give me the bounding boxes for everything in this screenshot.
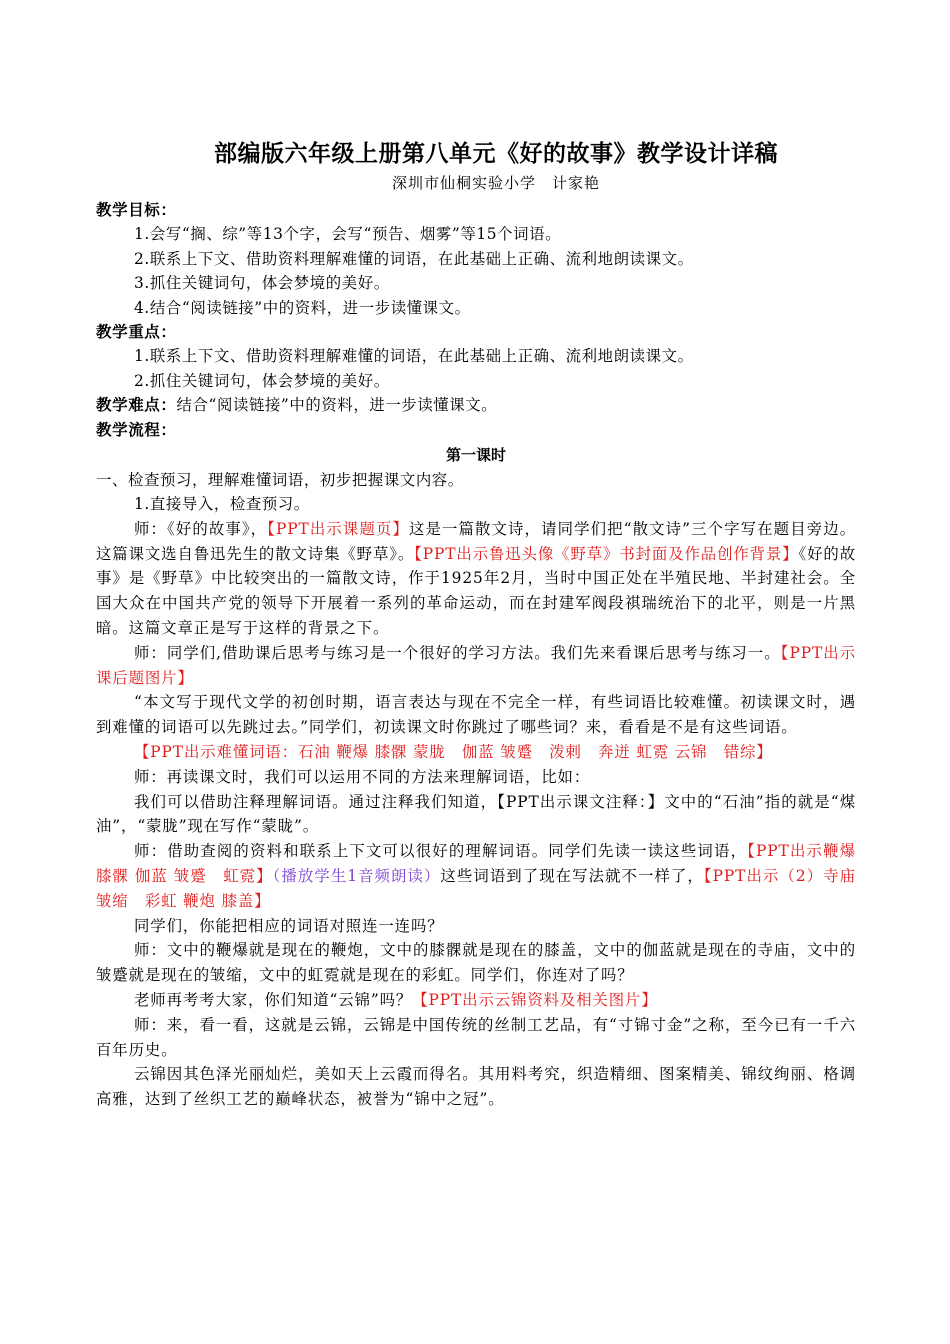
text-span: 师：借助查阅的资料和联系上下文可以很好的理解词语。同学们先读一读这些词语， xyxy=(134,842,748,861)
ppt-cue: 【PPT出示云锦资料及相关图片】 xyxy=(412,991,658,1010)
objective-item: 1.会写“搁、综”等13个字，会写“预告、烟雾”等15个词语。 xyxy=(134,225,562,244)
paragraph-match: 同学们，你能把相应的词语对照连一连吗？ xyxy=(134,916,444,935)
ppt-cue: 【PPT出示课后题图片】 xyxy=(96,643,856,687)
ppt-cue: 【PPT出示（2）寺庙 皱缩 彩虹 鞭炮 膝盖】 xyxy=(96,867,856,910)
paragraph-yunjin-question xyxy=(96,988,856,1013)
paragraph-explain: 师：文中的鞭爆就是现在的鞭炮，文中的膝髁就是现在的膝盖，文中的伽蓝就是现在的寺庙，文中的皱蹙就是现在的皱缩，文中的虹霓就是现在的彩虹。同学们，你连对了吗？ xyxy=(96,941,856,985)
objective-item: 4.结合“阅读链接”中的资料，进一步读懂课文。 xyxy=(134,298,471,317)
key-points-heading: 教学重点： xyxy=(96,323,177,342)
lesson-title: 第一课时 xyxy=(445,446,506,465)
objectives-heading: 教学目标： xyxy=(96,201,177,219)
ppt-cue: 【PPT出示课题页】 xyxy=(267,519,409,538)
text-span: 这是一篇散文诗，请同学们把“散文诗”三个字写在题目旁边。这篇课文选自鲁迅先生的散文诗集《野草》。 xyxy=(96,519,857,563)
audio-cue: （播放学生1音频朗读） xyxy=(272,867,441,886)
difficulty-heading: 教学难点： xyxy=(96,396,177,415)
paragraph-yunjin-intro: 师：来，看一看，这就是云锦，云锦是中国传统的丝制工艺品，有“寸锦寸金”之称，至今已有一千六百年历史。 xyxy=(96,1015,856,1059)
paragraph-words xyxy=(96,839,856,913)
document-title: 部编版六年级上册第八单元《好的故事》教学设计详稿 xyxy=(214,141,778,167)
objective-item: 2.联系上下文、借助资料理解难懂的词语，在此基础上正确、流利地朗读课文。 xyxy=(134,249,694,268)
difficulty-text: 结合“阅读链接”中的资料，进一步读懂课文。 xyxy=(176,396,498,415)
ppt-cue: 【PPT出示鞭爆 膝髁 伽蓝 皱蹙 虹霓】 xyxy=(96,842,856,886)
key-point-item: 2.抓住关键词句，体会梦境的美好。 xyxy=(134,371,390,390)
process-heading: 教学流程： xyxy=(96,420,177,439)
text-span: 师：同学们,借助课后思考与练习是一个很好的学习方法。我们先来看课后思考与练习一。 xyxy=(134,643,781,662)
text-span: 这些词语到了现在写法就不一样了， xyxy=(440,867,704,886)
paragraph-exercise xyxy=(96,641,856,691)
document-page xyxy=(96,138,856,1112)
paragraph-yunjin-detail: 云锦因其色泽光丽灿烂，美如天上云霞而得名。其用料考究，织造精细、图案精美、锦纹绚丽、格调高雅，达到了丝织工艺的巅峰状态，被誉为“锦中之冠”。 xyxy=(96,1065,856,1109)
text-span: 师：《好的故事》， xyxy=(134,519,268,538)
paragraph-intro xyxy=(96,517,856,641)
section-heading: 一、检查预习，理解难懂词语，初步把握课文内容。 xyxy=(96,471,464,490)
paragraph-annotation: 我们可以借助注释理解词语。通过注释我们知道，【PPT出示课文注释：】文中的“石油”指的就是“煤油”，“蒙胧”现在写作“蒙眬”。 xyxy=(96,792,856,836)
difficulty-line xyxy=(96,393,856,417)
paragraph-methods: 师：再读课文时，我们可以运用不同的方法来理解词语，比如： xyxy=(134,767,591,786)
objective-item: 3.抓住关键词句，体会梦境的美好。 xyxy=(134,274,390,293)
ppt-cue: 【PPT出示鲁迅头像《野草》书封面及作品创作背景】 xyxy=(414,544,799,563)
paragraph-quote: “本文写于现代文学的初创时期，语言表达与现在不完全一样，有些词语比较难懂。初读课文时，遇到难懂的词语可以先跳过去。”同学们，初读课文时你跳过了哪些词？来，看看是不是有这些词语。 xyxy=(96,693,856,737)
ppt-cue-difficult-words: 【PPT出示难懂词语：石油 鞭爆 膝髁 蒙胧 伽蓝 皱蹙 泼剌 奔迸 虹霓 云锦 错综】 xyxy=(134,743,773,762)
text-span: 老师再考考大家，你们知道“云锦”吗？ xyxy=(134,991,413,1010)
author-line: 深圳市仙桐实验小学 计家艳 xyxy=(391,174,600,192)
step-heading: 1.直接导入，检查预习。 xyxy=(134,495,310,514)
text-span: 《好的故事》是《野草》中比较突出的一篇散文诗，作于1925年2月，当时中国正处在半殖民地、半封建社会。全国大众在中国共产党的领导下开展着一系列的革命运动，而在封建军阀段祺瑞统治下的北平，则是一片黑暗。这篇文章正是写于这样的背景之下。 xyxy=(96,544,856,638)
key-point-item: 1.联系上下文、借助资料理解难懂的词语，在此基础上正确、流利地朗读课文。 xyxy=(134,347,694,366)
